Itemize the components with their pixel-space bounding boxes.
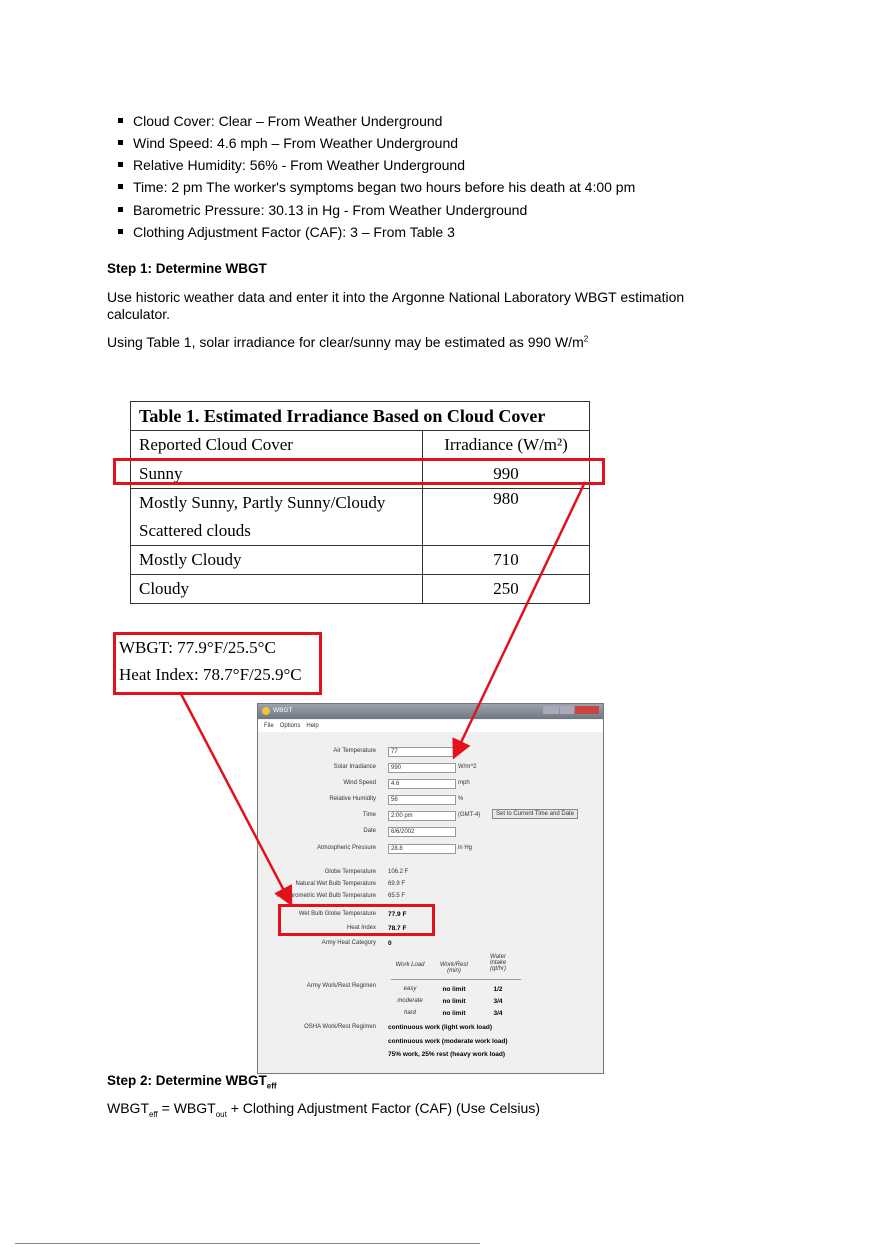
army-cell: no limit (442, 998, 466, 1005)
osha-row: 75% work, 25% rest (heavy work load) (388, 1051, 506, 1058)
step1-paragraph-cont: calculator. (107, 306, 171, 322)
table-cell: Scattered clouds (131, 517, 423, 546)
osha-regimen-label: OSHA Work/Rest Regimen (304, 1024, 376, 1030)
table-cell: 250 (423, 575, 590, 604)
subscript: out (215, 1109, 227, 1119)
output-label: Army Heat Category (321, 940, 376, 946)
field-label: Relative Humidity (329, 796, 376, 802)
table-cell: 990 (423, 460, 590, 489)
input-field[interactable]: 4.6 (388, 779, 456, 789)
arrow-to-wbgt-result (180, 692, 290, 902)
formula-part: + Clothing Adjustment Factor (CAF) (Use Celsius) (226, 1100, 540, 1116)
formula-part: = WBGT (157, 1100, 216, 1116)
set-current-time-button[interactable]: Set to Current Time and Date (492, 809, 578, 819)
arrow-to-solar-irradiance (455, 482, 585, 755)
bullet-text: Relative Humidity: 56% - From Weather Underground (133, 157, 465, 173)
army-cell: 1/2 (493, 986, 503, 993)
output-label: Heat Index (346, 925, 376, 931)
army-header: Work/Rest (min) (439, 962, 468, 974)
unit-label: mph (458, 780, 470, 786)
output-value: 106.2 F (388, 869, 409, 875)
table-cell: 980 (423, 489, 590, 546)
output-value: 0 (388, 940, 392, 947)
subscript: eff (149, 1109, 158, 1119)
army-header: Water Intake (qt/hr) (489, 954, 507, 972)
table-header: Irradiance (W/m²) (423, 431, 590, 460)
bullet-text: Clothing Adjustment Factor (CAF): 3 – From Table 3 (133, 224, 455, 240)
unit-label: in Hg (458, 845, 473, 851)
table-cell: Sunny (131, 460, 423, 489)
menu-file[interactable]: File (264, 723, 274, 729)
field-label: Air Temperature (333, 748, 376, 754)
army-regimen-label: Army Work/Rest Regimen (306, 983, 376, 989)
osha-row: continuous work (light work load) (388, 1024, 492, 1031)
input-field[interactable]: 28.8 (388, 844, 456, 854)
step1-heading: Step 1: Determine WBGT (107, 261, 267, 276)
osha-row: continuous work (moderate work load) (388, 1038, 508, 1045)
bullet-text: Barometric Pressure: 30.13 in Hg - From Weather Underground (133, 202, 528, 218)
input-field[interactable]: 77 (388, 747, 456, 757)
step1-paragraph: Use historic weather data and enter it into the Argonne National Laboratory WBGT estimation (107, 289, 685, 305)
output-value: 69.9 F (388, 881, 406, 887)
bullet-text: Time: 2 pm The worker's symptoms began two hours before his death at 4:00 pm (133, 179, 636, 195)
heading-text: Step 2: Determine WBGT (107, 1073, 267, 1088)
army-cell: easy (403, 986, 417, 992)
field-label: Time (362, 812, 376, 818)
bullet-text: Cloud Cover: Clear – From Weather Underground (133, 113, 443, 129)
unit-label: % (458, 796, 464, 802)
note-text: Using Table 1, solar irradiance for clear/sunny may be estimated as 990 W/m (107, 334, 584, 350)
output-label: Globe Temperature (324, 869, 376, 875)
table-title: Table 1. Estimated Irradiance Based on Cloud Cover (131, 402, 590, 431)
superscript: 2 (583, 334, 589, 344)
output-value: 78.7 F (388, 925, 407, 932)
army-cell: hard (403, 1010, 416, 1016)
army-cell: 3/4 (493, 1010, 503, 1017)
wbgt-eff-formula (107, 1100, 540, 1119)
formula-part: WBGT (107, 1100, 149, 1116)
army-cell: moderate (397, 998, 423, 1004)
output-value: 77.9 F (388, 911, 407, 918)
army-cell: no limit (442, 1010, 466, 1017)
table-header: Reported Cloud Cover (131, 431, 423, 460)
footer-rule (15, 1243, 480, 1244)
output-value: 65.5 F (388, 893, 406, 899)
menu-options[interactable]: Options (279, 723, 301, 729)
table-cell: Mostly Cloudy (131, 546, 423, 575)
subscript: eff (266, 1081, 277, 1091)
menu-help[interactable]: Help (306, 723, 319, 729)
output-label: Wet Bulb Globe Temperature (298, 911, 376, 917)
army-cell: no limit (442, 986, 466, 993)
unit-label: (GMT-4) (458, 812, 481, 818)
input-field[interactable]: 56 (388, 795, 456, 805)
unit-label: W/m^2 (458, 764, 477, 770)
input-field[interactable]: 2:00 pm (388, 811, 456, 821)
table-cell: Mostly Sunny, Partly Sunny/Cloudy (131, 489, 423, 518)
bullet-text: Wind Speed: 4.6 mph – From Weather Underground (133, 135, 459, 151)
field-label: Wind Speed (343, 780, 376, 786)
army-cell: 3/4 (493, 998, 503, 1005)
window-title: WBGT (273, 707, 293, 714)
table-cell: Cloudy (131, 575, 423, 604)
output-label: Psychrometric Wet Bulb Temperature (276, 893, 376, 899)
field-label: Date (363, 828, 376, 834)
army-header: Work Load (395, 962, 425, 968)
heat-index-callout: Heat Index: 78.7°F/25.9°C (119, 665, 302, 684)
table-cell: 710 (423, 546, 590, 575)
output-label: Natural Wet Bulb Temperature (295, 881, 376, 887)
field-label: Atmospheric Pressure (316, 845, 376, 851)
input-field[interactable]: 990 (388, 763, 456, 773)
step2-heading (107, 1073, 277, 1091)
field-label: Solar Irradiance (333, 764, 376, 770)
input-field[interactable]: 6/6/2002 (388, 827, 456, 837)
wbgt-callout: WBGT: 77.9°F/25.5°C (119, 638, 276, 657)
